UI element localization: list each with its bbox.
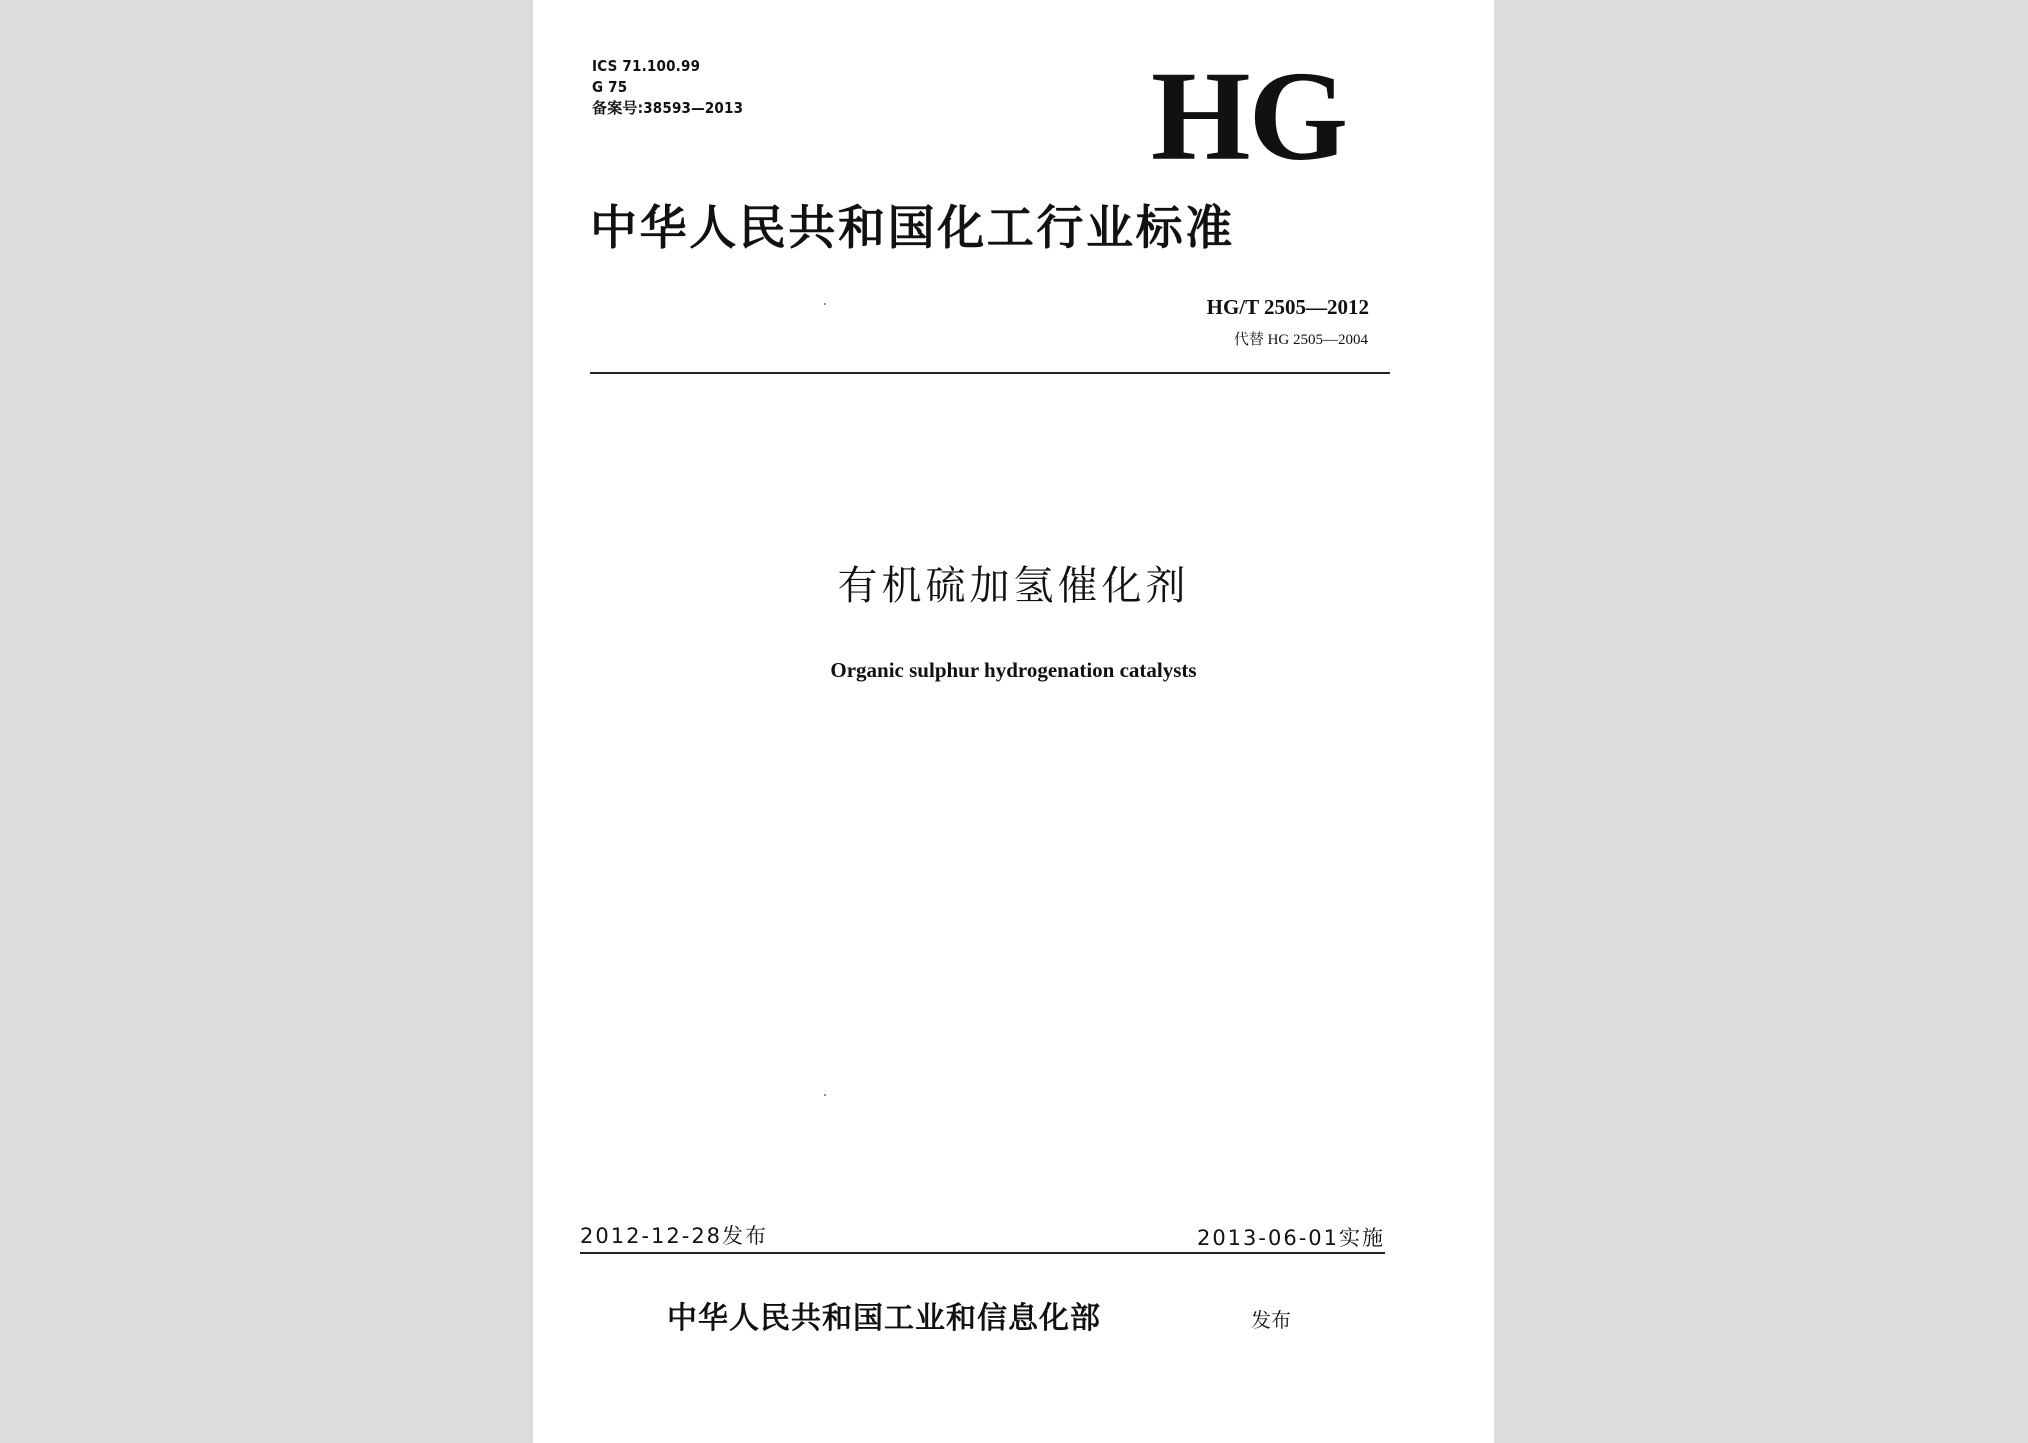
scan-speck <box>824 1094 826 1096</box>
footer-divider <box>580 1252 1385 1254</box>
header-divider <box>590 372 1390 374</box>
document-title-english: Organic sulphur hydrogenation catalysts <box>830 658 1197 682</box>
hg-logo: HG <box>1151 45 1347 187</box>
issue-label: 发布 <box>722 1224 769 1248</box>
standard-type-heading: 中华人民共和国化工行业标准 <box>590 201 1235 256</box>
implementation-date-line <box>1197 1224 1385 1252</box>
record-number: 备案号:38593—2013 <box>592 99 744 117</box>
issue-date: 2012-12-28 <box>580 1224 723 1248</box>
publish-label: 发布 <box>1251 1308 1291 1332</box>
document-page <box>533 0 1494 1443</box>
ics-code: ICS 71.100.99 <box>592 57 701 75</box>
document-title-chinese: 有机硫加氢催化剂 <box>837 563 1190 609</box>
standard-code: HG/T 2505—2012 <box>1206 295 1369 319</box>
publisher-name: 中华人民共和国工业和信息化部 <box>667 1301 1101 1336</box>
implementation-label: 实施 <box>1339 1226 1385 1250</box>
implementation-date: 2013-06-01 <box>1196 1226 1339 1250</box>
classification-block <box>592 56 743 119</box>
scan-speck <box>824 303 826 305</box>
ccs-code: G 75 <box>592 78 628 96</box>
issue-date-line <box>580 1222 768 1250</box>
replaces-note: 代替 HG 2505—2004 <box>1233 332 1368 348</box>
